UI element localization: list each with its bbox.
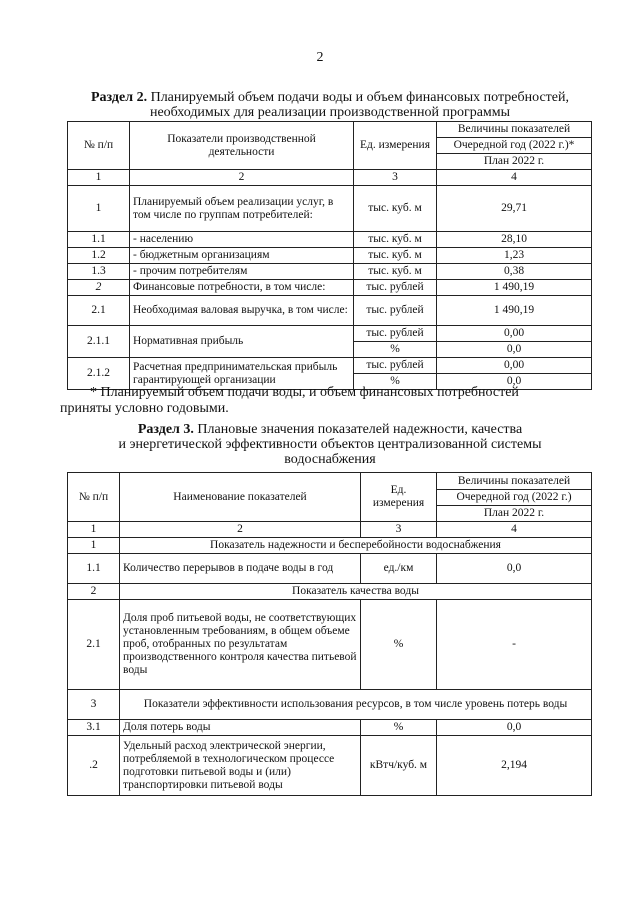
row-value: 0,38 xyxy=(437,264,592,280)
row-name: Удельный расход электрической энергии, потребляемой в технологическом процессе подготовки питьевой воды и (или) транспортировки питьевой воды xyxy=(120,736,361,796)
section-3-label: Раздел 3. xyxy=(137,422,194,437)
row-unit: тыс. куб. м xyxy=(354,248,437,264)
header-unit: Ед. измерения xyxy=(354,122,437,170)
row-unit: тыс. рублей xyxy=(354,326,437,342)
row-unit: тыс. рублей xyxy=(354,296,437,326)
col-number: 2 xyxy=(130,170,354,186)
row-name: Нормативная прибыль xyxy=(130,326,354,358)
row-value: 0,0 xyxy=(437,342,592,358)
row-value: 1,23 xyxy=(437,248,592,264)
row-num: 2.1 xyxy=(68,296,130,326)
row-name: - бюджетным организациям xyxy=(130,248,354,264)
row-value: 2,194 xyxy=(437,736,592,796)
group-title: Показатель надежности и бесперебойности водоснабжения xyxy=(120,538,592,554)
row-name: - населению xyxy=(130,232,354,248)
col-number: 3 xyxy=(354,170,437,186)
col-number: 1 xyxy=(68,522,120,538)
header-plan: План 2022 г. xyxy=(437,506,592,522)
header-num: № п/п xyxy=(68,122,130,170)
row-unit: тыс. рублей xyxy=(354,358,437,374)
table-row xyxy=(68,358,592,374)
col-number: 2 xyxy=(120,522,361,538)
row-num: .2 xyxy=(68,736,120,796)
row-num: 3.1 xyxy=(68,720,120,736)
row-name: Необходимая валовая выручка, в том числе: xyxy=(130,296,354,326)
section-3-title-line2: и энергетической эффективности объектов централизованной системы xyxy=(118,437,542,452)
col-number: 3 xyxy=(361,522,437,538)
group-num: 3 xyxy=(68,690,120,720)
section-2-label: Раздел 2. xyxy=(91,90,148,105)
row-value: 1 490,19 xyxy=(437,296,592,326)
table-row xyxy=(68,600,592,690)
footnote-line2: приняты условно годовыми. xyxy=(60,401,229,416)
row-num: 1 xyxy=(68,186,130,232)
row-value: 28,10 xyxy=(437,232,592,248)
group-title: Показатели эффективности использования ресурсов, в том числе уровень потерь воды xyxy=(120,690,592,720)
table-row xyxy=(68,554,592,584)
col-number: 4 xyxy=(437,522,592,538)
row-name: Количество перерывов в подаче воды в год xyxy=(120,554,361,584)
row-num: 1.2 xyxy=(68,248,130,264)
row-unit: тыс. куб. м xyxy=(354,264,437,280)
row-unit: % xyxy=(361,720,437,736)
header-values: Величины показателей xyxy=(437,122,592,138)
header-indicator: Наименование показателей xyxy=(120,473,361,522)
section-3-title-line3: водоснабжения xyxy=(284,452,376,467)
row-unit: % xyxy=(354,342,437,358)
header-year: Очередной год (2022 г.) xyxy=(437,490,592,506)
group-row xyxy=(68,690,592,720)
row-num: 2.1 xyxy=(68,600,120,690)
group-num: 2 xyxy=(68,584,120,600)
footnote xyxy=(60,385,600,417)
row-unit: % xyxy=(361,600,437,690)
row-unit: тыс. куб. м xyxy=(354,232,437,248)
row-value: 0,0 xyxy=(437,374,592,390)
row-unit: % xyxy=(354,374,437,390)
row-name: Планируемый объем реализации услуг, в том числе по группам потребителей: xyxy=(130,186,354,232)
table-row xyxy=(68,720,592,736)
section-2-title-line1: Планируемый объем подачи воды и объем финансовых потребностей, xyxy=(150,90,569,105)
section-2-heading xyxy=(60,90,600,120)
col-number: 4 xyxy=(437,170,592,186)
header-indicator: Показатели производственной деятельности xyxy=(130,122,354,170)
header-unit: Ед. измерения xyxy=(361,473,437,522)
table-row xyxy=(68,248,592,264)
footnote-line1: * Планируемый объем подачи воды, и объем финансовых потребностей xyxy=(90,385,519,400)
section-3-title-line1: Плановые значения показателей надежности, качества xyxy=(197,422,523,437)
row-num: 2 xyxy=(68,280,130,296)
row-unit: ед./км xyxy=(361,554,437,584)
row-value: 0,0 xyxy=(437,720,592,736)
table-row xyxy=(68,186,592,232)
col-number: 1 xyxy=(68,170,130,186)
row-name: Доля проб питьевой воды, не соответствующих установленным требованиям, в общем объеме проб, отобранных по результатам производственного контроля качества питьевой воды xyxy=(120,600,361,690)
row-name: - прочим потребителям xyxy=(130,264,354,280)
header-plan: План 2022 г. xyxy=(437,154,592,170)
row-unit: кВтч/куб. м xyxy=(361,736,437,796)
row-unit: тыс. рублей xyxy=(354,280,437,296)
row-name: Финансовые потребности, в том числе: xyxy=(130,280,354,296)
row-name: Расчетная предпринимательская прибыль гарантирующей организации xyxy=(130,358,354,390)
row-num: 1.3 xyxy=(68,264,130,280)
row-value: 0,0 xyxy=(437,554,592,584)
header-year: Очередной год (2022 г.)* xyxy=(437,138,592,154)
table-row xyxy=(68,736,592,796)
row-name: Доля потерь воды xyxy=(120,720,361,736)
section-3-heading xyxy=(60,422,600,467)
header-values: Величины показателей xyxy=(437,473,592,490)
table-row xyxy=(68,296,592,326)
row-unit: тыс. куб. м xyxy=(354,186,437,232)
table-row xyxy=(68,264,592,280)
group-title: Показатель качества воды xyxy=(120,584,592,600)
group-num: 1 xyxy=(68,538,120,554)
row-num: 1.1 xyxy=(68,554,120,584)
section-2-table xyxy=(67,121,592,390)
section-3-table xyxy=(67,472,592,796)
row-value: 0,00 xyxy=(437,326,592,342)
row-value: 0,00 xyxy=(437,358,592,374)
page-number: 2 xyxy=(316,50,324,65)
row-value: - xyxy=(437,600,592,690)
group-row xyxy=(68,538,592,554)
table-row xyxy=(68,232,592,248)
row-num: 2.1.1 xyxy=(68,326,130,358)
row-num: 1.1 xyxy=(68,232,130,248)
row-num: 2.1.2 xyxy=(68,358,130,390)
section-2-title-line2: необходимых для реализации производственной программы xyxy=(149,105,511,120)
table-row xyxy=(68,280,592,296)
row-value: 1 490,19 xyxy=(437,280,592,296)
group-row xyxy=(68,584,592,600)
header-num: № п/п xyxy=(68,473,120,522)
row-value: 29,71 xyxy=(437,186,592,232)
table-row xyxy=(68,326,592,342)
